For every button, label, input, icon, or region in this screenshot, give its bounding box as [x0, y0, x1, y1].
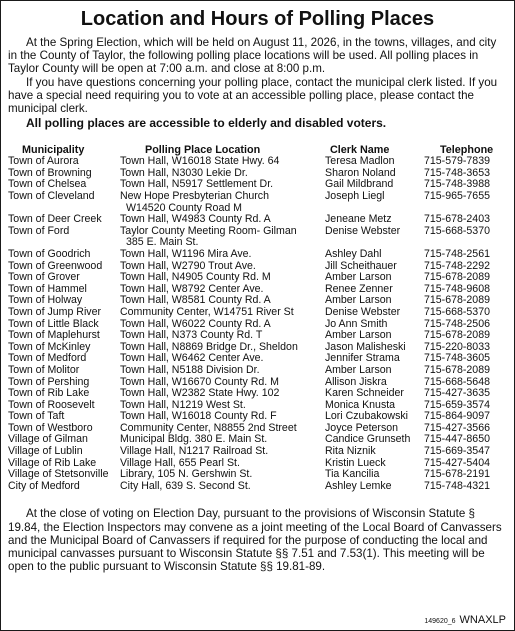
municipality-cell: Town of McKinley	[8, 340, 91, 353]
location-line: Taylor County Meeting Room- Gilman	[120, 224, 297, 237]
telephone-cell: 715-748-2292	[424, 259, 490, 272]
location-line: Community Center, W14751 River St	[120, 305, 294, 318]
clerk-cell: Ashley Dahl	[325, 247, 382, 260]
clerk-cell: Jason Malisheski	[325, 340, 406, 353]
municipality-cell: Village of Rib Lake	[8, 456, 97, 469]
telephone-cell: 715-579-7839	[424, 155, 490, 168]
location-line: Library, 105 N. Gershwin St.	[120, 468, 253, 481]
location-line: Town Hall, W1196 Mira Ave.	[120, 247, 252, 260]
clerk-cell: Jeneane Metz	[325, 213, 392, 226]
location-line: Town Hall, W16018 State Hwy. 64	[120, 155, 280, 168]
location-line: Town Hall, N1219 West St.	[120, 398, 246, 411]
clerk-cell: Teresa Madlon	[325, 155, 395, 168]
telephone-cell: 715-748-3988	[424, 178, 490, 191]
clerk-cell: Denise Webster	[325, 305, 401, 318]
telephone-cell: 715-748-2506	[424, 317, 490, 330]
municipality-cell: Town of Ford	[8, 224, 70, 237]
notice-footer	[424, 614, 506, 626]
telephone-cell: 715-678-2403	[424, 213, 490, 226]
table-row	[8, 249, 507, 261]
municipality-cell: Town of Roosevelt	[8, 398, 95, 411]
location-line: Town Hall, W6022 County Rd. A	[120, 317, 271, 330]
telephone-cell: 715-748-4321	[424, 479, 490, 492]
telephone-cell: 715-748-2561	[424, 247, 490, 260]
clerk-cell: Sharon Noland	[325, 166, 396, 179]
notice-code: 149620_6	[424, 618, 456, 625]
clerk-cell: Joseph Liegl	[325, 190, 385, 202]
municipality-cell: Village of Gilman	[8, 433, 88, 446]
telephone-cell: 715-669-3547	[424, 445, 490, 458]
intro-paragraph-1: At the Spring Election, which will be held on August 11, 2026, in the towns, villages, and city in the County of Taylor, the following polling place locations will be used. All polling places in Taylor County will be open at 7:00 a.m. and close at 8:00 p.m.	[8, 36, 497, 76]
table-row	[8, 446, 507, 458]
telephone-cell: 715-220-8033	[424, 340, 490, 353]
table-row	[8, 191, 507, 214]
municipality-cell: Town of Goodrich	[8, 247, 91, 260]
location-line: Town Hall, N5188 Division Dr.	[120, 363, 260, 376]
location-line: City Hall, 639 S. Second St.	[120, 479, 251, 492]
municipality-cell: Town of Little Black	[8, 317, 99, 330]
municipality-cell: Town of Greenwood	[8, 259, 103, 272]
clerk-cell: Allison Jiskra	[325, 375, 387, 388]
intro-text	[8, 36, 507, 115]
intro-paragraph-2: If you have questions concerning your polling place, contact the municipal clerk listed. If you have a special need requiring you to vote at an accessible polling place, please contact the municipal clerk.	[8, 75, 498, 116]
clerk-cell: Jennifer Strama	[325, 352, 400, 365]
municipality-cell: Town of Taft	[8, 410, 65, 423]
telephone-cell: 715-864-9097	[424, 410, 490, 423]
location-line: Town Hall, W16670 County Rd. M	[120, 375, 279, 388]
telephone-cell: 715-748-3653	[424, 166, 490, 179]
location-line: Town Hall, W16018 County Rd. F	[120, 410, 277, 423]
header-telephone: Telephone	[440, 144, 494, 157]
notice-title: Location and Hours of Polling Places	[80, 8, 435, 30]
municipality-cell: Town of Pershing	[8, 375, 90, 388]
municipality-cell: Village of Lublin	[8, 445, 83, 458]
header-clerk: Clerk Name	[330, 144, 390, 157]
location-line: Town Hall, W8581 County Rd. A	[120, 294, 271, 307]
clerk-cell: Jo Ann Smith	[325, 317, 388, 330]
clerk-cell: Amber Larson	[325, 294, 392, 307]
clerk-cell: Amber Larson	[325, 363, 392, 376]
telephone-cell: 715-748-9608	[424, 282, 490, 295]
clerk-cell: Jill Scheithauer	[325, 259, 397, 272]
municipality-cell: Town of Maplehurst	[8, 329, 100, 342]
municipality-cell: Town of Aurora	[8, 155, 79, 168]
table-row	[8, 481, 507, 493]
telephone-cell: 715-678-2191	[424, 468, 490, 481]
clerk-cell: Gail Mildbrand	[325, 178, 394, 191]
telephone-cell: 715-678-2089	[424, 294, 490, 307]
telephone-cell: 715-678-2089	[424, 363, 490, 376]
municipality-cell: Town of Chelsea	[8, 178, 87, 191]
location-line: Town Hall, W4983 County Rd. A	[120, 213, 271, 226]
clerk-cell: Karen Schneider	[325, 387, 404, 400]
location-line-2: W14520 County Road M	[126, 201, 243, 214]
clerk-cell: Amber Larson	[325, 329, 392, 342]
municipality-cell: Town of Holway	[8, 294, 83, 307]
location-line: Town Hall, W2790 Trout Ave.	[120, 259, 256, 272]
location-line: Town Hall, N3030 Lekie Dr.	[120, 166, 248, 179]
telephone-cell: 715-668-5370	[424, 305, 490, 318]
clerk-cell: Tia Kancilia	[325, 468, 380, 481]
location-cell	[120, 481, 325, 493]
municipality-cell: Town of Westboro	[8, 421, 93, 434]
municipality-cell: Town of Deer Creek	[8, 213, 102, 226]
telephone-cell: 715-678-2089	[424, 271, 490, 284]
location-line: Village Hall, N1217 Railroad St.	[120, 445, 269, 458]
location-line: Town Hall, W2382 State Hwy. 102	[120, 387, 280, 400]
telephone-cell: 715-427-3635	[424, 387, 490, 400]
publication-signature: WNAXLP	[459, 614, 506, 626]
municipality-cell: Village of Stetsonville	[8, 468, 109, 481]
location-line: Town Hall, N8869 Bridge Dr., Sheldon	[120, 340, 298, 353]
header-municipality: Municipality	[22, 144, 85, 157]
location-line: Town Hall, N5917 Settlement Dr.	[120, 178, 274, 191]
municipality-cell: Town of Jump River	[8, 305, 102, 318]
telephone-cell: 715-668-5648	[424, 375, 490, 388]
municipality-cell: Town of Molitor	[8, 363, 80, 376]
telephone-cell: 715-965-7655	[424, 190, 490, 202]
municipality-cell: Town of Grover	[8, 271, 80, 284]
clerk-cell: Monica Knusta	[325, 398, 396, 411]
clerk-cell: Lori Czubakowski	[325, 410, 409, 423]
location-cell	[120, 191, 325, 214]
location-line-2: 385 E. Main St.	[126, 236, 199, 249]
telephone-cell: 715-678-2089	[424, 329, 490, 342]
location-line: Town Hall, N373 County Rd. T	[120, 329, 263, 342]
location-line: Town Hall, W8792 Center Ave.	[120, 282, 264, 295]
polling-place-table	[8, 156, 507, 492]
table-row	[8, 226, 507, 249]
accessibility-note: All polling places are accessible to elderly and disabled voters.	[26, 116, 387, 131]
location-line: Town Hall, N4905 County Rd. M	[120, 271, 271, 284]
telephone-cell: 715-668-5370	[424, 224, 490, 237]
clerk-cell: Amber Larson	[325, 271, 392, 284]
municipality-cell: Town of Cleveland	[8, 190, 95, 202]
municipality-cell: City of Medford	[8, 479, 80, 492]
clerk-cell: Joyce Peterson	[325, 421, 399, 434]
municipality-cell: Town of Browning	[8, 166, 92, 179]
table-row	[8, 388, 507, 400]
header-location: Polling Place Location	[145, 144, 261, 157]
closing-paragraph: At the close of voting on Election Day, pursuant to the provisions of Wisconsin Statute § 19.84, the Election Inspectors may convene as a joint meeting of the Local Board of Canvassers and the Municipal Board of Canvassers if required for the purpose of conducting the local and municipal canvasses pursuant to Wisconsin Statute §§ 7.51 and 7.53(1). This meeting will be open to the public pursuant to Wisconsin Statute §§ 19.81-89.	[8, 507, 502, 574]
telephone-cell: 715-427-5404	[424, 456, 490, 469]
location-line: New Hope Presbyterian Church	[120, 190, 269, 202]
clerk-cell: Kristin Lueck	[325, 456, 386, 469]
municipality-cell: Town of Rib Lake	[8, 387, 90, 400]
clerk-cell: Ashley Lemke	[325, 479, 392, 492]
telephone-cell: 715-447-8650	[424, 433, 490, 446]
telephone-cell: 715-427-3566	[424, 421, 490, 434]
location-line: Village Hall, 655 Pearl St.	[120, 456, 240, 469]
clerk-cell: Denise Webster	[325, 224, 401, 237]
telephone-cell: 715-659-3574	[424, 398, 490, 411]
telephone-cell: 715-748-3605	[424, 352, 490, 365]
clerk-cell: Candice Grunseth	[325, 433, 411, 446]
clerk-cell: Renee Zenner	[325, 282, 393, 295]
location-cell	[120, 226, 325, 249]
location-line: Town Hall, W6462 Center Ave.	[120, 352, 264, 365]
location-line: Community Center, N8855 2nd Street	[120, 421, 297, 434]
municipality-cell: Town of Hammel	[8, 282, 87, 295]
clerk-cell: Rita Niznik	[325, 445, 376, 458]
municipality-cell: Town of Medford	[8, 352, 87, 365]
location-line: Municipal Bldg. 380 E. Main St.	[120, 433, 268, 446]
